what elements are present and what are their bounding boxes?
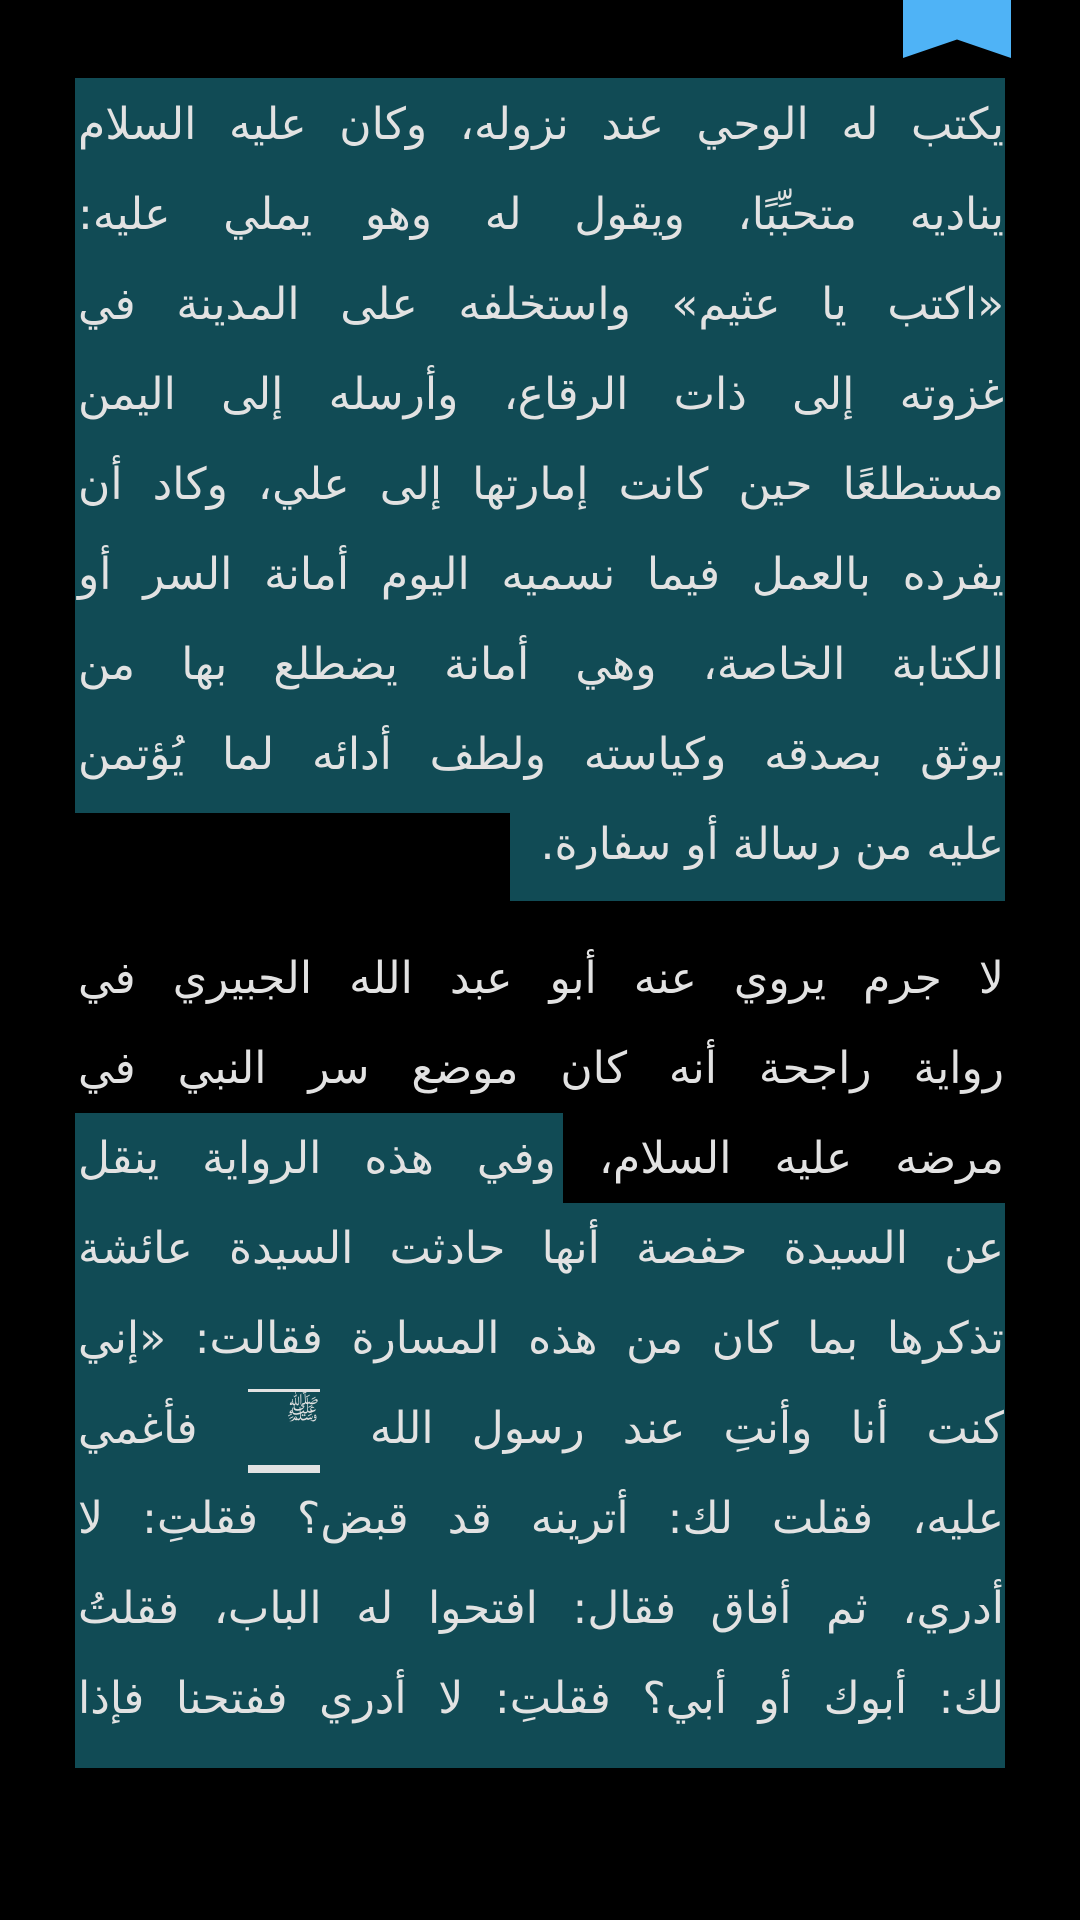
paragraph-1 bbox=[78, 80, 1004, 890]
text-line[interactable]: «اكتب يا عثيم» واستخلفه على المدينة في bbox=[78, 279, 1004, 330]
paragraph-2 bbox=[78, 934, 1004, 1744]
text-line[interactable]: لك: أبوك أو أبي؟ فقلتِ: لا أدري ففتحنا فإذا bbox=[78, 1673, 1004, 1724]
text-line[interactable]: يناديه متحبِّبًا، ويقول له وهو يملي عليه: bbox=[78, 189, 1004, 240]
text-line-with-seal[interactable] bbox=[78, 1384, 1004, 1474]
text-line[interactable]: أدري، ثم أفاق فقال: افتحوا له الباب، فقلتُ bbox=[78, 1583, 1004, 1634]
text-line[interactable]: تذكرها بما كان من هذه المسارة فقالت: «إني bbox=[78, 1313, 1004, 1364]
text-line[interactable]: عن السيدة حفصة أنها حادثت السيدة عائشة bbox=[78, 1223, 1004, 1274]
text-line[interactable]: يفرده بالعمل فيما نسميه اليوم أمانة السر أو bbox=[78, 549, 1004, 600]
text-line[interactable]: رواية راجحة أنه كان موضع سر النبي في bbox=[78, 1043, 1004, 1094]
text-segment: كنت أنا وأنتِ عند رسول الله bbox=[369, 1403, 1004, 1454]
text-segment: فأغمي bbox=[78, 1403, 198, 1454]
text-line[interactable]: الكتابة الخاصة، وهي أمانة يضطلع بها من bbox=[78, 639, 1004, 690]
text-line[interactable]: غزوته إلى ذات الرقاع، وأرسله إلى اليمن bbox=[78, 369, 1004, 420]
seal-glyph: ﷺ bbox=[285, 1393, 320, 1426]
text-line[interactable]: عليه، فقلت لك: أترينه قد قبض؟ فقلتِ: لا bbox=[78, 1493, 1004, 1544]
salutation-seal-icon bbox=[248, 1389, 320, 1473]
text-line[interactable]: لا جرم يروي عنه أبو عبد الله الجبيري في bbox=[78, 953, 1004, 1004]
text-line[interactable]: مستطلعًا حين كانت إمارتها إلى علي، وكاد أن bbox=[78, 459, 1004, 510]
text-line[interactable]: عليه من رسالة أو سفارة. bbox=[540, 819, 1004, 870]
text-line[interactable]: مرضه عليه السلام، وفي هذه الرواية ينقل bbox=[78, 1133, 1004, 1184]
text-line[interactable]: يوثق بصدقه وكياسته ولطف أدائه لما يُؤتمن bbox=[78, 729, 1004, 780]
reader-page bbox=[78, 80, 1004, 1744]
text-line[interactable]: يكتب له الوحي عند نزوله، وكان عليه السلام bbox=[78, 99, 1004, 150]
bookmark-icon[interactable] bbox=[903, 0, 1011, 58]
